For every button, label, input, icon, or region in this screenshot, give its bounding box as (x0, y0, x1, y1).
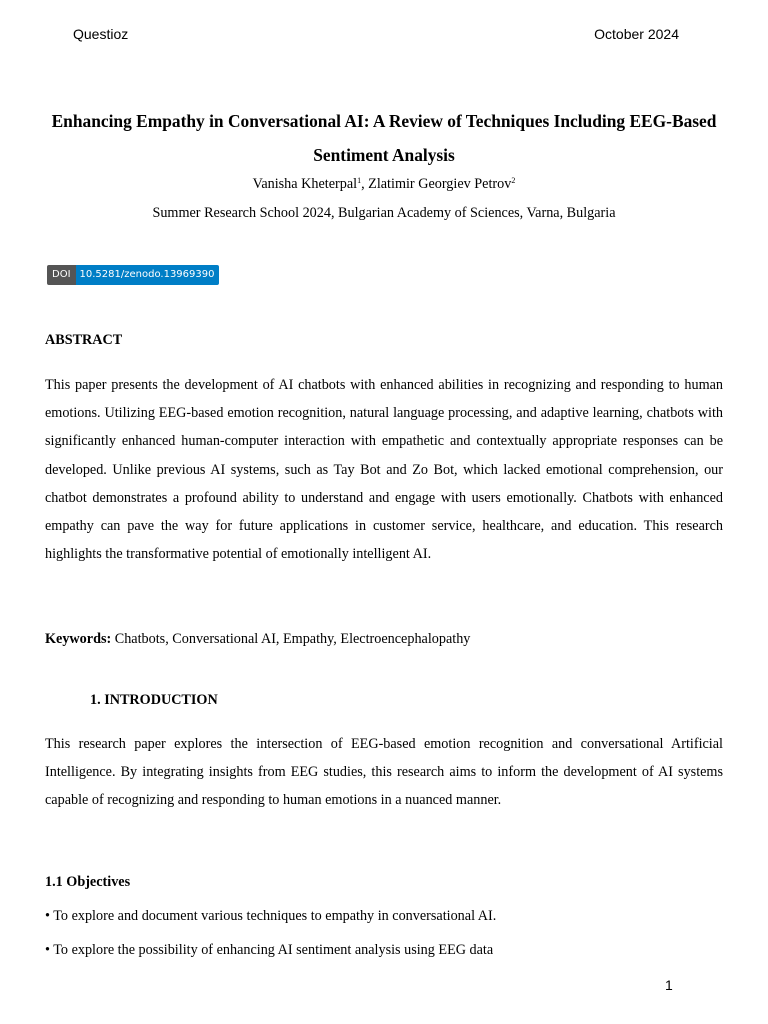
keywords-label: Keywords: (45, 631, 112, 647)
author-separator: , (361, 176, 369, 192)
introduction-body: This research paper explores the intersection of EEG-based emotion recognition and conversational Artificial Intelligence. By integrating insights from EEG studies, this research aims to inform the development of AI systems capable of recognizing and responding to human emotions in a nuanced manner. (45, 736, 723, 809)
affiliation: Summer Research School 2024, Bulgarian Academy of Sciences, Varna, Bulgaria (152, 205, 616, 221)
header-publication-name: Questioz (73, 26, 129, 42)
header-date: October 2024 (594, 26, 679, 42)
objective-item: • To explore and document various techniques to empathy in conversational AI. (45, 908, 497, 924)
doi-badge-value: 10.5281/zenodo.13969390 (76, 265, 220, 285)
author-name: Vanisha Kheterpal (252, 176, 358, 192)
author-line (30, 174, 738, 194)
keywords-line (45, 629, 723, 649)
affiliation-marker: 1 (357, 176, 362, 185)
introduction-heading: 1. INTRODUCTION (90, 692, 218, 708)
affiliation-marker: 2 (511, 176, 516, 185)
doi-badge-link[interactable] (47, 265, 219, 285)
objectives-heading: 1.1 Objectives (45, 874, 131, 890)
abstract-heading: ABSTRACT (45, 332, 123, 348)
doi-badge-label: DOI (47, 265, 76, 285)
paper-title: Enhancing Empathy in Conversational AI: A Review of Techniques Including EEG-Based Sentiment Analysis (51, 111, 717, 165)
page-number: 1 (665, 977, 673, 993)
author-name: Zlatimir Georgiev Petrov (368, 176, 512, 192)
abstract-body: This paper presents the development of AI chatbots with enhanced abilities in recognizing and responding to human emotions. Utilizing EEG-based emotion recognition, natural language processing, and adaptive learning, chatbots with significantly enhanced human-computer interaction with empathetic and contextually appropriate responses can be developed. Unlike previous AI systems, such as Tay Bot and Zo Bot, which lacked emotional comprehension, our chatbot demonstrates a profound ability to understand and engage with users emotionally. Chatbots with enhanced empathy can pave the way for future applications in customer service, healthcare, and education. This research highlights the transformative potential of emotionally intelligent AI. (45, 377, 723, 563)
objective-item: • To explore the possibility of enhancing AI sentiment analysis using EEG data (45, 942, 494, 958)
keywords-value: Chatbots, Conversational AI, Empathy, Electroencephalopathy (111, 631, 471, 647)
